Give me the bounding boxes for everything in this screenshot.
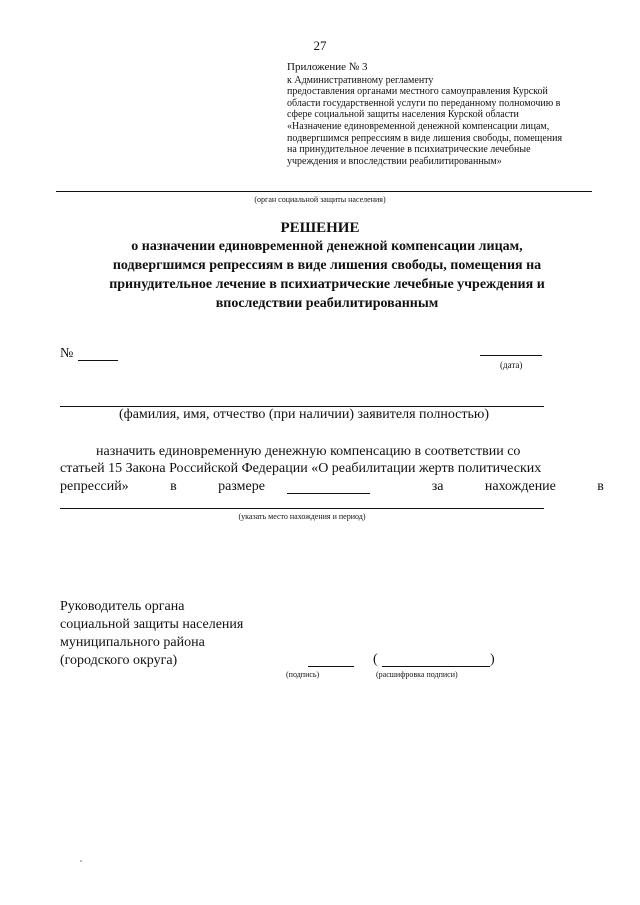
decoding-caption: (расшифровка подписи) <box>376 670 458 679</box>
appendix-line: подвергшимся репрессиям в виде лишения свободы, помещения <box>287 132 563 144</box>
appendix-line: сфере социальной защиты населения Курской области <box>287 109 519 121</box>
page-number: 27 <box>313 38 327 53</box>
scan-speck <box>80 860 82 862</box>
body-word: за <box>431 479 444 494</box>
body-word: нахождение <box>484 479 556 494</box>
decoding-close-bracket: ) <box>490 652 495 667</box>
body-word: в <box>170 479 177 494</box>
decoding-line <box>382 666 490 667</box>
number-label: № <box>60 346 74 361</box>
appendix-block <box>287 62 607 167</box>
appendix-line: области государственной услуги по переданному полномочию в <box>287 97 561 109</box>
appendix-line: к Административному регламенту <box>287 74 434 86</box>
signer-line: (городского округа) <box>60 653 178 668</box>
place-caption: (указать место нахождения и период) <box>238 512 366 521</box>
decision-title: РЕШЕНИЕ <box>280 220 360 236</box>
body-word: размере <box>218 479 265 494</box>
body-word: репрессий» <box>60 479 129 494</box>
signer-line: социальной защиты населения <box>60 617 244 632</box>
authority-caption: (орган социальной защиты населения) <box>254 195 386 204</box>
appendix-line: на принудительное лечение в психиатрические лечебные <box>287 144 531 156</box>
date-caption: (дата) <box>500 360 523 370</box>
applicant-caption: (фамилия, имя, отчество (при наличии) заявителя полностью) <box>118 407 490 422</box>
appendix-line: предоставления органами местного самоуправления Курской <box>287 86 548 98</box>
authority-line <box>56 191 592 192</box>
signer-line: Руководитель органа <box>60 599 185 614</box>
signer-block <box>60 598 243 670</box>
date-field-line <box>480 355 542 356</box>
appendix-title: Приложение № 3 <box>287 61 368 73</box>
amount-field-line <box>287 493 370 494</box>
body-word: в <box>597 479 604 494</box>
signature-line <box>308 666 354 667</box>
appendix-line: «Назначение единовременной денежной компенсации лицам, <box>287 120 550 132</box>
place-field-line <box>60 508 544 509</box>
signer-line: муниципального района <box>60 635 205 650</box>
number-field-line <box>78 360 118 361</box>
appendix-line: учреждения и впоследствии реабилитированным» <box>287 155 502 167</box>
decision-subtitle: о назначении единовременной денежной компенсации лицам, подвергшимся репрессиям в виде лишения свободы, помещения на принудительное лечение в психиатрические лечебные учреждения и впоследствии реабилитированным <box>109 239 545 311</box>
decoding-open-bracket: ( <box>373 652 378 667</box>
body-line-1: назначить единовременную денежную компенсацию в соответствии со <box>96 444 521 459</box>
signature-caption: (подпись) <box>286 670 320 679</box>
body-line-2: статьей 15 Закона Российской Федерации «О реабилитации жертв политических <box>60 461 542 476</box>
